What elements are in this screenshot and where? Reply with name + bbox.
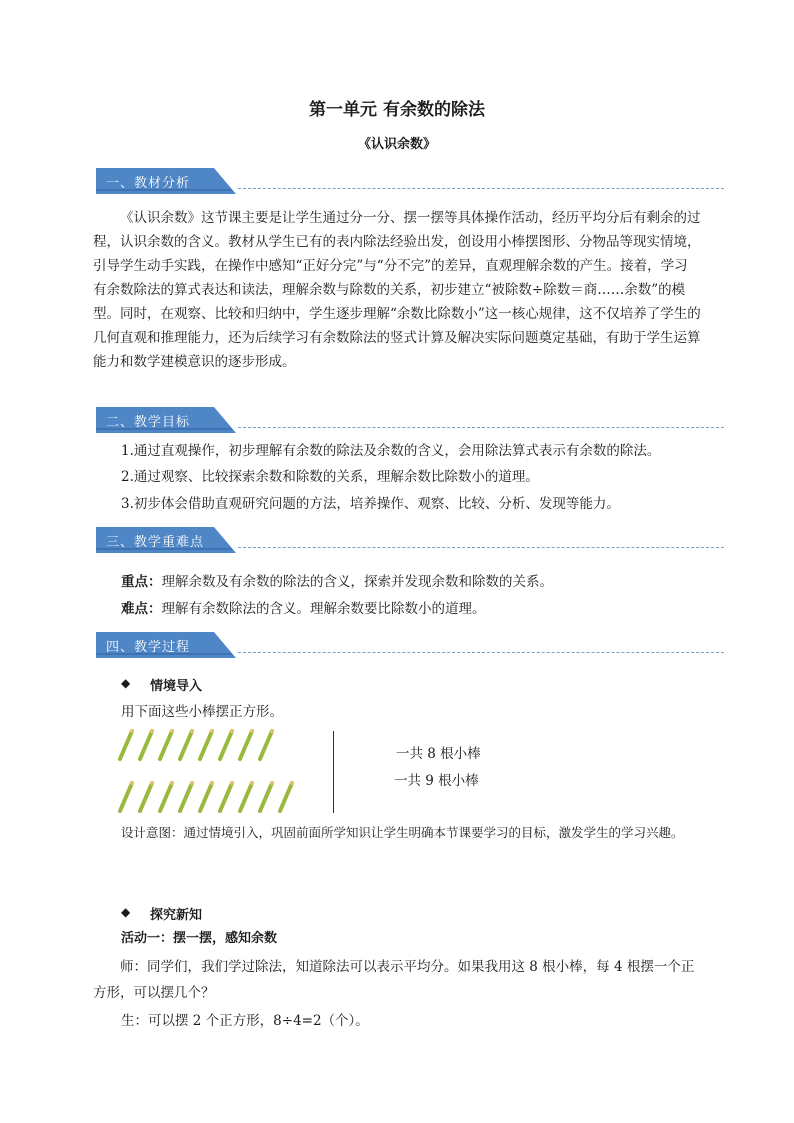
stick-icon — [220, 729, 234, 759]
section-label: 三、教学重难点 — [106, 535, 205, 550]
stick-icon — [160, 781, 174, 811]
section-header-keypoints — [96, 527, 724, 553]
difficult-point-text: 理解有余数除法的含义。理解余数要比除数小的道理。 — [161, 601, 486, 617]
activity-one-title: 活动一：摆一摆，感知余数 — [121, 931, 278, 946]
section-divider — [238, 188, 724, 189]
key-point-label: 重点： — [121, 574, 162, 590]
sticks-row-1 — [114, 728, 294, 762]
goal-item-3: 3.初步体会借助直观研究问题的方法，培养操作、观察、比较、分析、发现等能力。 — [121, 496, 620, 512]
stick-icon — [260, 781, 274, 811]
section-header-process — [96, 632, 724, 658]
sticks-label-2: 一共 9 根小棒 — [394, 773, 479, 789]
section-header-goals — [96, 407, 724, 433]
stick-icon — [240, 729, 254, 759]
diamond-bullet-icon: ◆ — [121, 905, 131, 919]
section-divider — [238, 652, 724, 653]
design-intent-note: 设计意图：通过情境引入，巩固前面所学知识让学生明确本节课要学习的目标，激发学生的学习兴趣。 — [121, 825, 684, 840]
diamond-bullet-icon: ◆ — [121, 676, 131, 690]
goal-item-2: 2.通过观察、比较探索余数和除数的关系，理解余数比除数小的道理。 — [121, 469, 539, 485]
stick-icon — [140, 729, 154, 759]
sticks-label-1: 一共 8 根小棒 — [396, 746, 481, 762]
section-label: 二、教学目标 — [106, 415, 191, 430]
stick-icon — [180, 729, 194, 759]
intro-text: 用下面这些小棒摆正方形。 — [121, 704, 283, 720]
stick-icon — [260, 729, 274, 759]
stick-icon — [280, 781, 294, 811]
stick-icon — [200, 781, 214, 811]
stick-icon — [180, 781, 194, 811]
section-label: 一、教材分析 — [106, 176, 191, 191]
student-dialogue: 生：可以摆 2 个正方形，8÷4=2（个）。 — [121, 1013, 369, 1029]
page-subtitle: 《认识余数》 — [357, 137, 436, 152]
stick-icon — [160, 729, 174, 759]
page-title: 第一单元 有余数的除法 — [309, 100, 485, 120]
stick-icon — [140, 781, 154, 811]
analysis-paragraph: 《认识余数》这节课主要是让学生通过分一分、摆一摆等具体操作活动，经历平均分后有剩余的过程，认识余数的含义。教材从学生已有的表内除法经验出发，创设用小棒摆图形、分物品等现实情境，引导学生动手实践，在操作中感知“正好分完”与“分不完”的差异，直观理解余数的产生。接着，学习有余数除法的算式表达和读法，理解余数与除数的关系，初步建立“被除数÷除数＝商……余数”的模型。同时，在观察、比较和归纳中，学生逐步理解“余数比除数小”这一核心规律，这不仅培养了学生的几何直观和推理能力，还为后续学习有余数除法的竖式计算及解决实际问题奠定基础，有助于学生运算能力和数学建模意识的逐步形成。 — [93, 210, 701, 370]
stick-icon — [200, 729, 214, 759]
section-label: 四、教学过程 — [106, 640, 191, 655]
stick-icon — [240, 781, 254, 811]
sticks-row-2 — [114, 780, 304, 814]
difficult-point-label: 难点： — [121, 601, 162, 617]
section-divider — [238, 547, 724, 548]
section-divider — [238, 427, 724, 428]
difficult-point — [121, 598, 486, 620]
goal-item-1: 1.通过直观操作，初步理解有余数的除法及余数的含义，会用除法算式表示有余数的除法。 — [121, 443, 661, 459]
teacher-dialogue: 师：同学们，我们学过除法，知道除法可以表示平均分。如果我用这 8 根小棒，每 4 根摆一个正方形，可以摆几个？ — [93, 959, 695, 1001]
key-point-text: 理解余数及有余数的除法的含义，探索并发现余数和除数的关系。 — [161, 574, 553, 590]
stick-icon — [220, 781, 234, 811]
key-point — [121, 571, 553, 593]
subheading-scenario: 情境导入 — [150, 679, 203, 694]
vertical-divider — [333, 731, 334, 813]
subheading-explore: 探究新知 — [150, 908, 203, 923]
stick-icon — [120, 781, 134, 811]
stick-icon — [120, 729, 134, 759]
section-header-analysis — [96, 168, 724, 194]
